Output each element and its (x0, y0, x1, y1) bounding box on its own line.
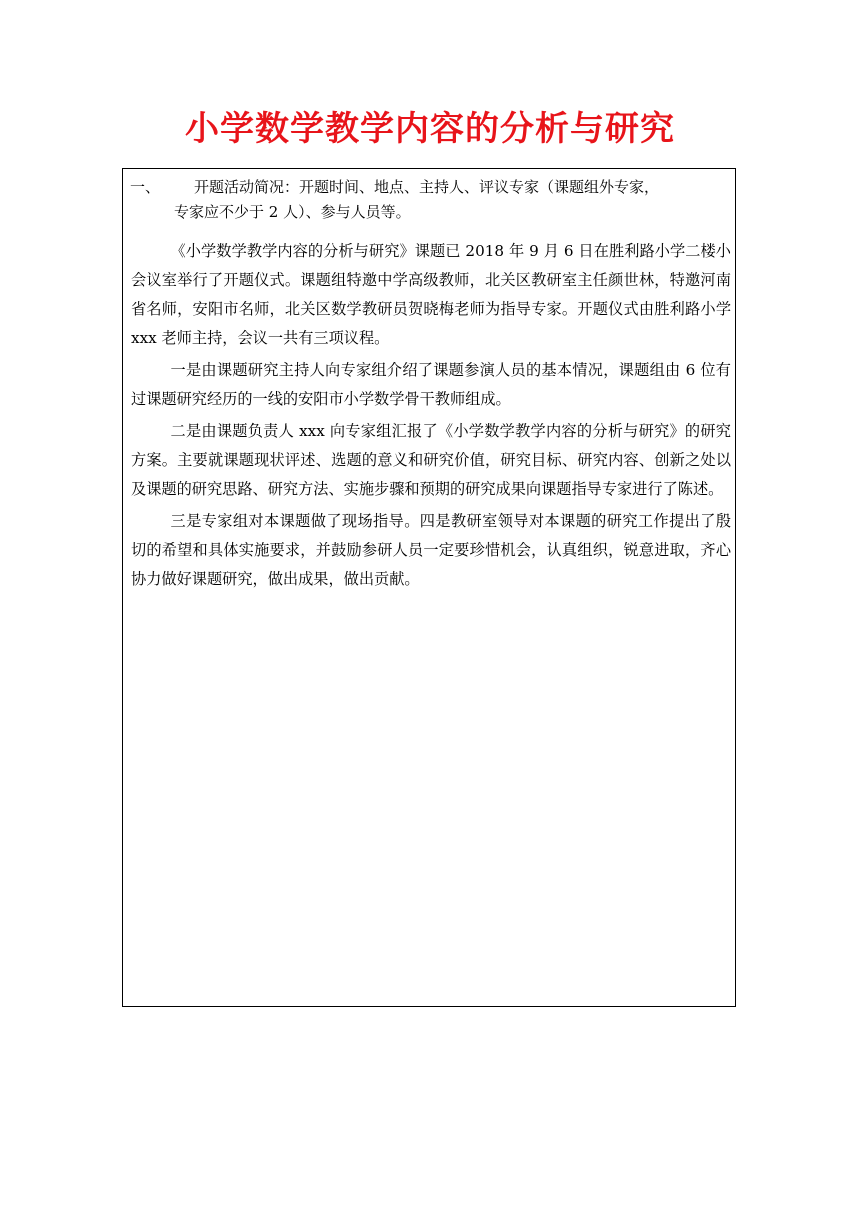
paragraph-1: 《小学数学教学内容的分析与研究》课题已 2018 年 9 月 6 日在胜利路小学二楼小会议室举行了开题仪式。课题组特邀中学高级教师，北关区教研室主任颜世林，特邀河南省名师，安阳市名师，北关区数学教研员贺晓梅老师为指导专家。开题仪式由胜利路小学 xxx 老师主持，会议一共有三项议程。 (131, 242, 731, 347)
section-heading-line2: 专家应不少于 2 人）、参与人员等。 (174, 203, 411, 221)
paragraph-4: 三是专家组对本课题做了现场指导。四是教研室领导对本课题的研究工作提出了殷切的希望和具体实施要求，并鼓励参研人员一定要珍惜机会，认真组织，锐意进取，齐心协力做好课题研究，做出成果，做出贡献。 (131, 512, 731, 588)
section-heading (130, 175, 730, 225)
paragraph-3: 二是由课题负责人 xxx 向专家组汇报了《小学数学教学内容的分析与研究》的研究方案。主要就课题现状评述、选题的意义和研究价值，研究目标、研究内容、创新之处以及课题的研究思路、研究方法、实施步骤和预期的研究成果向课题指导专家进行了陈述。 (131, 422, 731, 498)
section-number: 一、 (130, 178, 161, 196)
document-title: 小学数学教学内容的分析与研究 (185, 109, 675, 149)
paragraph-2: 一是由课题研究主持人向专家组介绍了课题参演人员的基本情况，课题组由 6 位有过课题研究经历的一线的安阳市小学数学骨干教师组成。 (131, 361, 731, 408)
section-heading-line1: 开题活动简况：开题时间、地点、主持人、评议专家（课题组外专家， (194, 178, 660, 196)
section-body (131, 237, 731, 597)
content-table (122, 168, 736, 1007)
